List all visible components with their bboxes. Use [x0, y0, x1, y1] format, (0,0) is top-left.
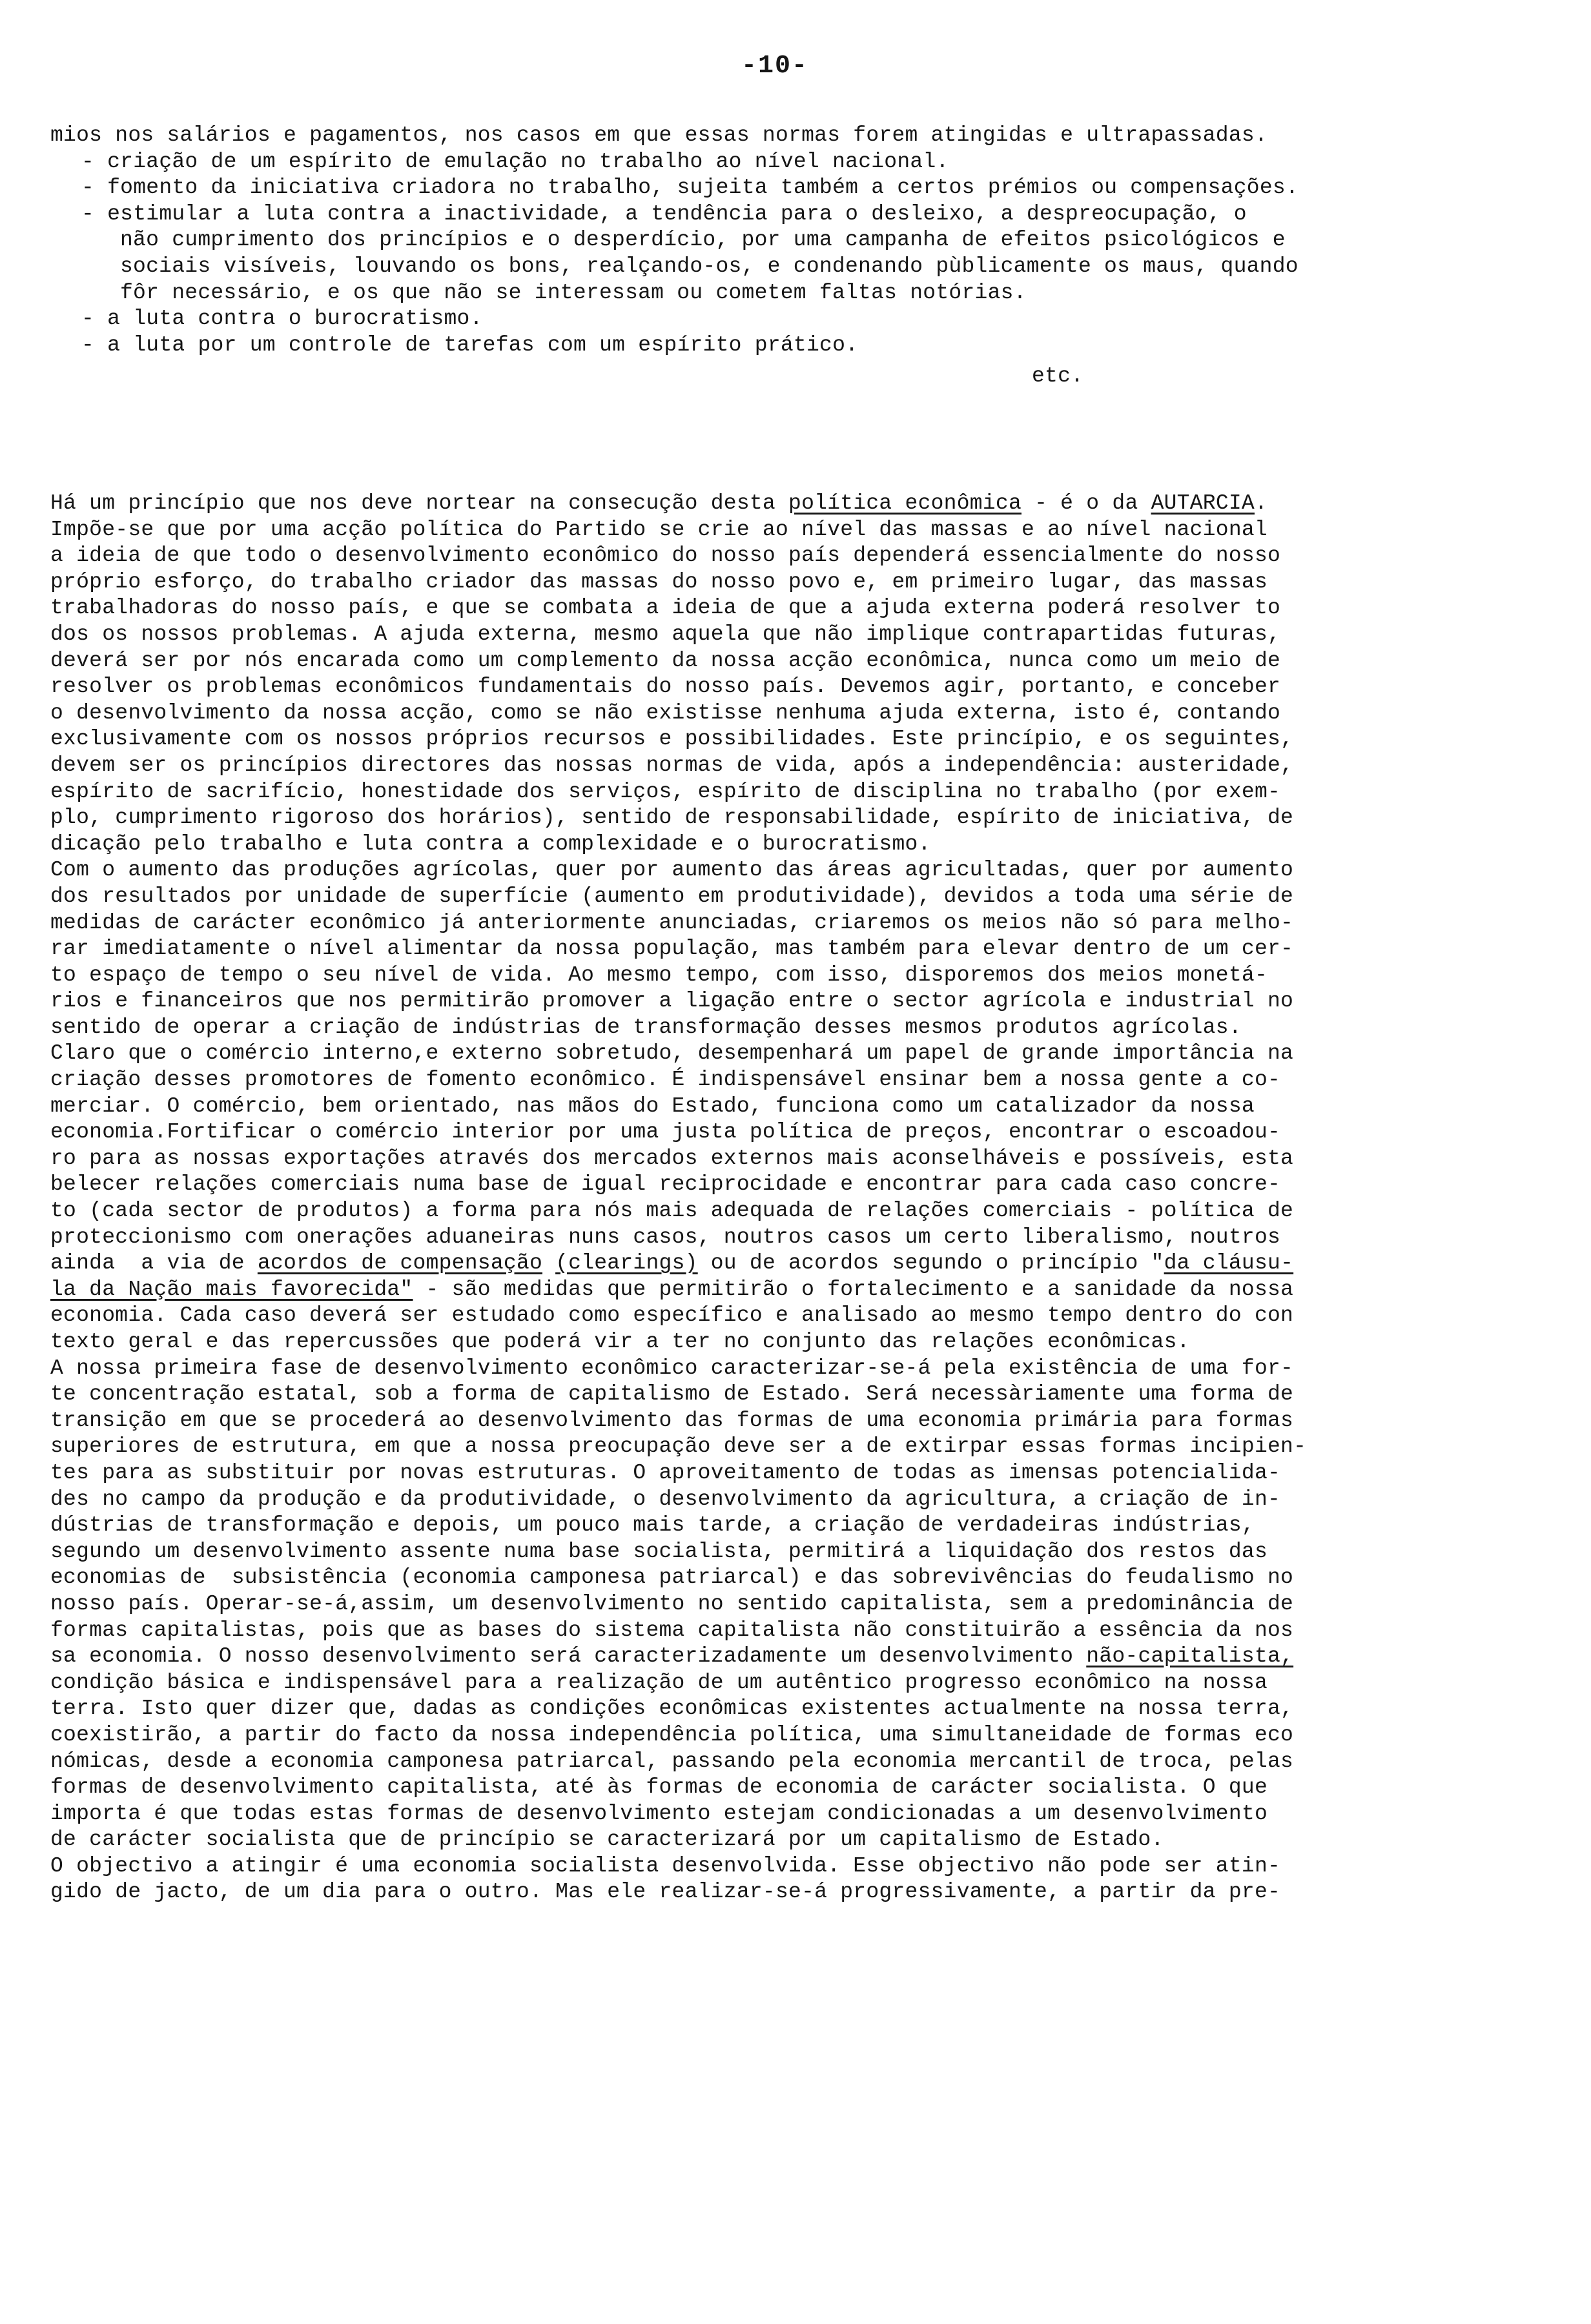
text-line — [50, 1250, 1471, 1277]
text-line: gido de jacto, de um dia para o outro. Mas ele realizar-se-á progressivamente, a partir da pre- — [50, 1880, 1281, 1904]
text-line: segundo um desenvolvimento assente numa base socialista, permitirá a liquidação dos restos das — [50, 1539, 1268, 1564]
text-run: - são medidas que permitirão o fortalecimento e a sanidade da nossa — [413, 1277, 1294, 1301]
text-line: coexistirão, a partir do facto da nossa independência política, uma simultaneidade de formas eco — [50, 1722, 1294, 1747]
text-run: ou de acordos segundo o princípio " — [697, 1251, 1164, 1276]
text-line: terra. Isto quer dizer que, dadas as condições econômicas existentes actualmente na nossa terra, — [50, 1697, 1294, 1721]
list-item-continuation: fôr necessário, e os que não se interessam ou cometem faltas notórias. — [120, 280, 1027, 305]
text-line: dos os nossos problemas. A ajuda externa, mesmo aquela que não implique contrapartidas futuras, — [50, 622, 1281, 646]
text-line: rios e financeiros que nos permitirão promover a ligação entre o sector agrícola e industrial no — [50, 989, 1294, 1014]
text-line: dicação pelo trabalho e luta contra a complexidade e o burocratismo. — [50, 831, 931, 856]
list-section — [50, 123, 1471, 388]
text-line: economia.Fortificar o comércio interior por uma justa política de preços, encontrar o escoadou- — [50, 1120, 1281, 1145]
text-line — [50, 1277, 1471, 1303]
text-line: nómicas, desde a economia camponesa patriarcal, passando pela economia mercantil de troca, pelas — [50, 1749, 1294, 1773]
text-line: O objectivo a atingir é uma economia socialista desenvolvida. Esse objectivo não pode ser atin- — [50, 1853, 1281, 1878]
text-line: tes para as substituir por novas estruturas. O aproveitamento de todas as imensas potencialida- — [50, 1460, 1281, 1485]
list-item: - fomento da iniciativa criadora no trabalho, sujeita também a certos prémios ou compensações. — [81, 176, 1299, 200]
text-line: economia. Cada caso deverá ser estudado como específico e analisado ao mesmo tempo dentro do con — [50, 1303, 1294, 1328]
text-line: devem ser os princípios directores das nossas normas de vida, após a independência: austeridade, — [50, 753, 1294, 777]
text-line: espírito de sacrifício, honestidade dos serviços, espírito de disciplina no trabalho (por exem- — [50, 779, 1281, 804]
text-line: merciar. O comércio, bem orientado, nas mãos do Estado, funciona como um catalizador da nossa — [50, 1094, 1255, 1118]
underlined-term: da cláusu- — [1164, 1251, 1294, 1276]
text-line — [50, 1644, 1471, 1670]
text-run — [542, 1251, 555, 1275]
text-line: rar imediatamente o nível alimentar da nossa população, mas também para elevar dentro de um cer- — [50, 937, 1294, 961]
body-text — [50, 491, 1471, 1906]
text-line: exclusivamente com os nossos próprios recursos e possibilidades. Este princípio, e os seguintes, — [50, 727, 1294, 751]
text-line: a ideia de que todo o desenvolvimento econômico do nosso país dependerá essencialmente do nosso — [50, 544, 1281, 568]
text-line: formas de desenvolvimento capitalista, até às formas de economia de carácter socialista. O que — [50, 1775, 1268, 1800]
text-line: de carácter socialista que de princípio se caracterizará por um capitalismo de Estado. — [50, 1828, 1164, 1852]
text-line: trabalhadoras do nosso país, e que se combata a ideia de que a ajuda externa poderá resolver to — [50, 596, 1281, 620]
list-item-continuation: sociais visíveis, louvando os bons, realçando-os, e condenando pùblicamente os maus, quando — [120, 254, 1298, 278]
list-item: - a luta contra o burocratismo. — [81, 307, 483, 331]
list-item: - estimular a luta contra a inactividade, a tendência para o desleixo, a despreocupação, o — [81, 201, 1247, 226]
text-line: ro para as nossas exportações através dos mercados externos mais aconselháveis e possíveis, esta — [50, 1146, 1294, 1170]
text-line: Impõe-se que por uma acção política do Partido se crie ao nível das massas e ao nível nacional — [50, 517, 1268, 542]
text-run: - é o da — [1021, 491, 1151, 515]
paragraph-first-line — [50, 491, 1471, 517]
underlined-term: não-capitalista, — [1086, 1644, 1294, 1669]
underlined-term: acordos de compensação — [257, 1251, 543, 1276]
text-line: superiores de estrutura, em que a nossa preocupação deve ser a de extirpar essas formas incipien- — [50, 1434, 1307, 1459]
text-line: sentido de operar a criação de indústrias de transformação desses mesmos produtos agrícolas. — [50, 1015, 1242, 1039]
text-line: to (cada sector de produtos) a forma para nós mais adequada de relações comerciais - política de — [50, 1199, 1294, 1223]
list-item-continuation: não cumprimento dos princípios e o desperdício, por uma campanha de efeitos psicológicos e — [120, 228, 1286, 252]
text-line: mios nos salários e pagamentos, nos casos em que essas normas forem atingidas e ultrapassadas. — [50, 123, 1268, 147]
text-line: des no campo da produção e da produtividade, o desenvolvimento da agricultura, a criação de in- — [50, 1487, 1281, 1511]
underlined-term: la da Nação mais favorecida" — [50, 1277, 413, 1301]
text-run: sa economia. O nosso desenvolvimento será caracterizadamente um desenvolvimento — [50, 1644, 1087, 1669]
text-line: condição básica e indispensável para a realização de um autêntico progresso econômico na nossa — [50, 1670, 1268, 1695]
text-line: plo, cumprimento rigoroso dos horários), sentido de responsabilidade, espírito de iniciativa, de — [50, 806, 1294, 830]
text-run: Há um princípio que nos deve nortear na consecução desta — [50, 491, 789, 515]
text-line: te concentração estatal, sob a forma de capitalismo de Estado. Será necessàriamente uma forma de — [50, 1382, 1294, 1407]
text-line: economias de subsistência (economia camponesa patriarcal) e das sobrevivências do feudalismo no — [50, 1565, 1294, 1590]
text-line: nosso país. Operar-se-á,assim, um desenvolvimento no sentido capitalista, sem a predominância de — [50, 1591, 1294, 1616]
text-line: texto geral e das repercussões que poderá vir a ter no conjunto das relações econômicas. — [50, 1330, 1190, 1354]
text-line: deverá ser por nós encarada como um complemento da nossa acção econômica, nunca como um meio de — [50, 648, 1281, 673]
list-item: - a luta por um controle de tarefas com um espírito prático. — [81, 332, 859, 357]
underlined-term: AUTARCIA — [1151, 491, 1255, 515]
text-line: A nossa primeira fase de desenvolvimento econômico caracterizar-se-á pela existência de uma for- — [50, 1356, 1294, 1380]
etc-label: etc. — [1032, 364, 1084, 389]
text-run: . — [1255, 491, 1268, 515]
text-line: o desenvolvimento da nossa acção, como se não existisse nenhuma ajuda externa, isto é, contando — [50, 700, 1281, 725]
text-line: importa é que todas estas formas de desenvolvimento estejam condicionadas a um desenvolvimento — [50, 1801, 1268, 1826]
text-line: resolver os problemas econômicos fundamentais do nosso país. Devemos agir, portanto, e conceber — [50, 675, 1281, 699]
text-line: transição em que se procederá ao desenvolvimento das formas de uma economia primária para formas — [50, 1408, 1294, 1432]
text-run: ainda a via de — [50, 1251, 258, 1276]
text-line: belecer relações comerciais numa base de igual reciprocidade e encontrar para cada caso concre- — [50, 1172, 1281, 1197]
page-number: -10- — [741, 52, 808, 81]
text-line: formas capitalistas, pois que as bases do sistema capitalista não constituirão a essência da nos — [50, 1618, 1294, 1642]
text-line: proteccionismo com onerações aduaneiras nuns casos, noutros casos um certo liberalismo, noutros — [50, 1225, 1281, 1249]
text-line: dústrias de transformação e depois, um pouco mais tarde, a criação de verdadeiras indústrias, — [50, 1513, 1255, 1538]
text-line: criação desses promotores de fomento econômico. É indispensável ensinar bem a nossa gente a co- — [50, 1068, 1281, 1092]
text-line: dos resultados por unidade de superfície (aumento em produtividade), devidos a toda uma série de — [50, 884, 1294, 908]
text-line: próprio esforço, do trabalho criador das massas do nosso povo e, em primeiro lugar, das massas — [50, 569, 1268, 594]
underlined-term: política econômica — [788, 491, 1022, 515]
underlined-term: (clearings) — [555, 1251, 698, 1276]
list-item: - criação de um espírito de emulação no trabalho ao nível nacional. — [81, 149, 949, 174]
text-line: medidas de carácter econômico já anteriormente anunciadas, criaremos os meios não só para melho- — [50, 910, 1294, 935]
text-line: Com o aumento das produções agrícolas, quer por aumento das áreas agricultadas, quer por aumento — [50, 858, 1294, 882]
text-line: to espaço de tempo o seu nível de vida. Ao mesmo tempo, com isso, disporemos dos meios monetá- — [50, 963, 1268, 987]
text-line: Claro que o comércio interno,e externo sobretudo, desempenhará um papel de grande importância na — [50, 1041, 1294, 1066]
